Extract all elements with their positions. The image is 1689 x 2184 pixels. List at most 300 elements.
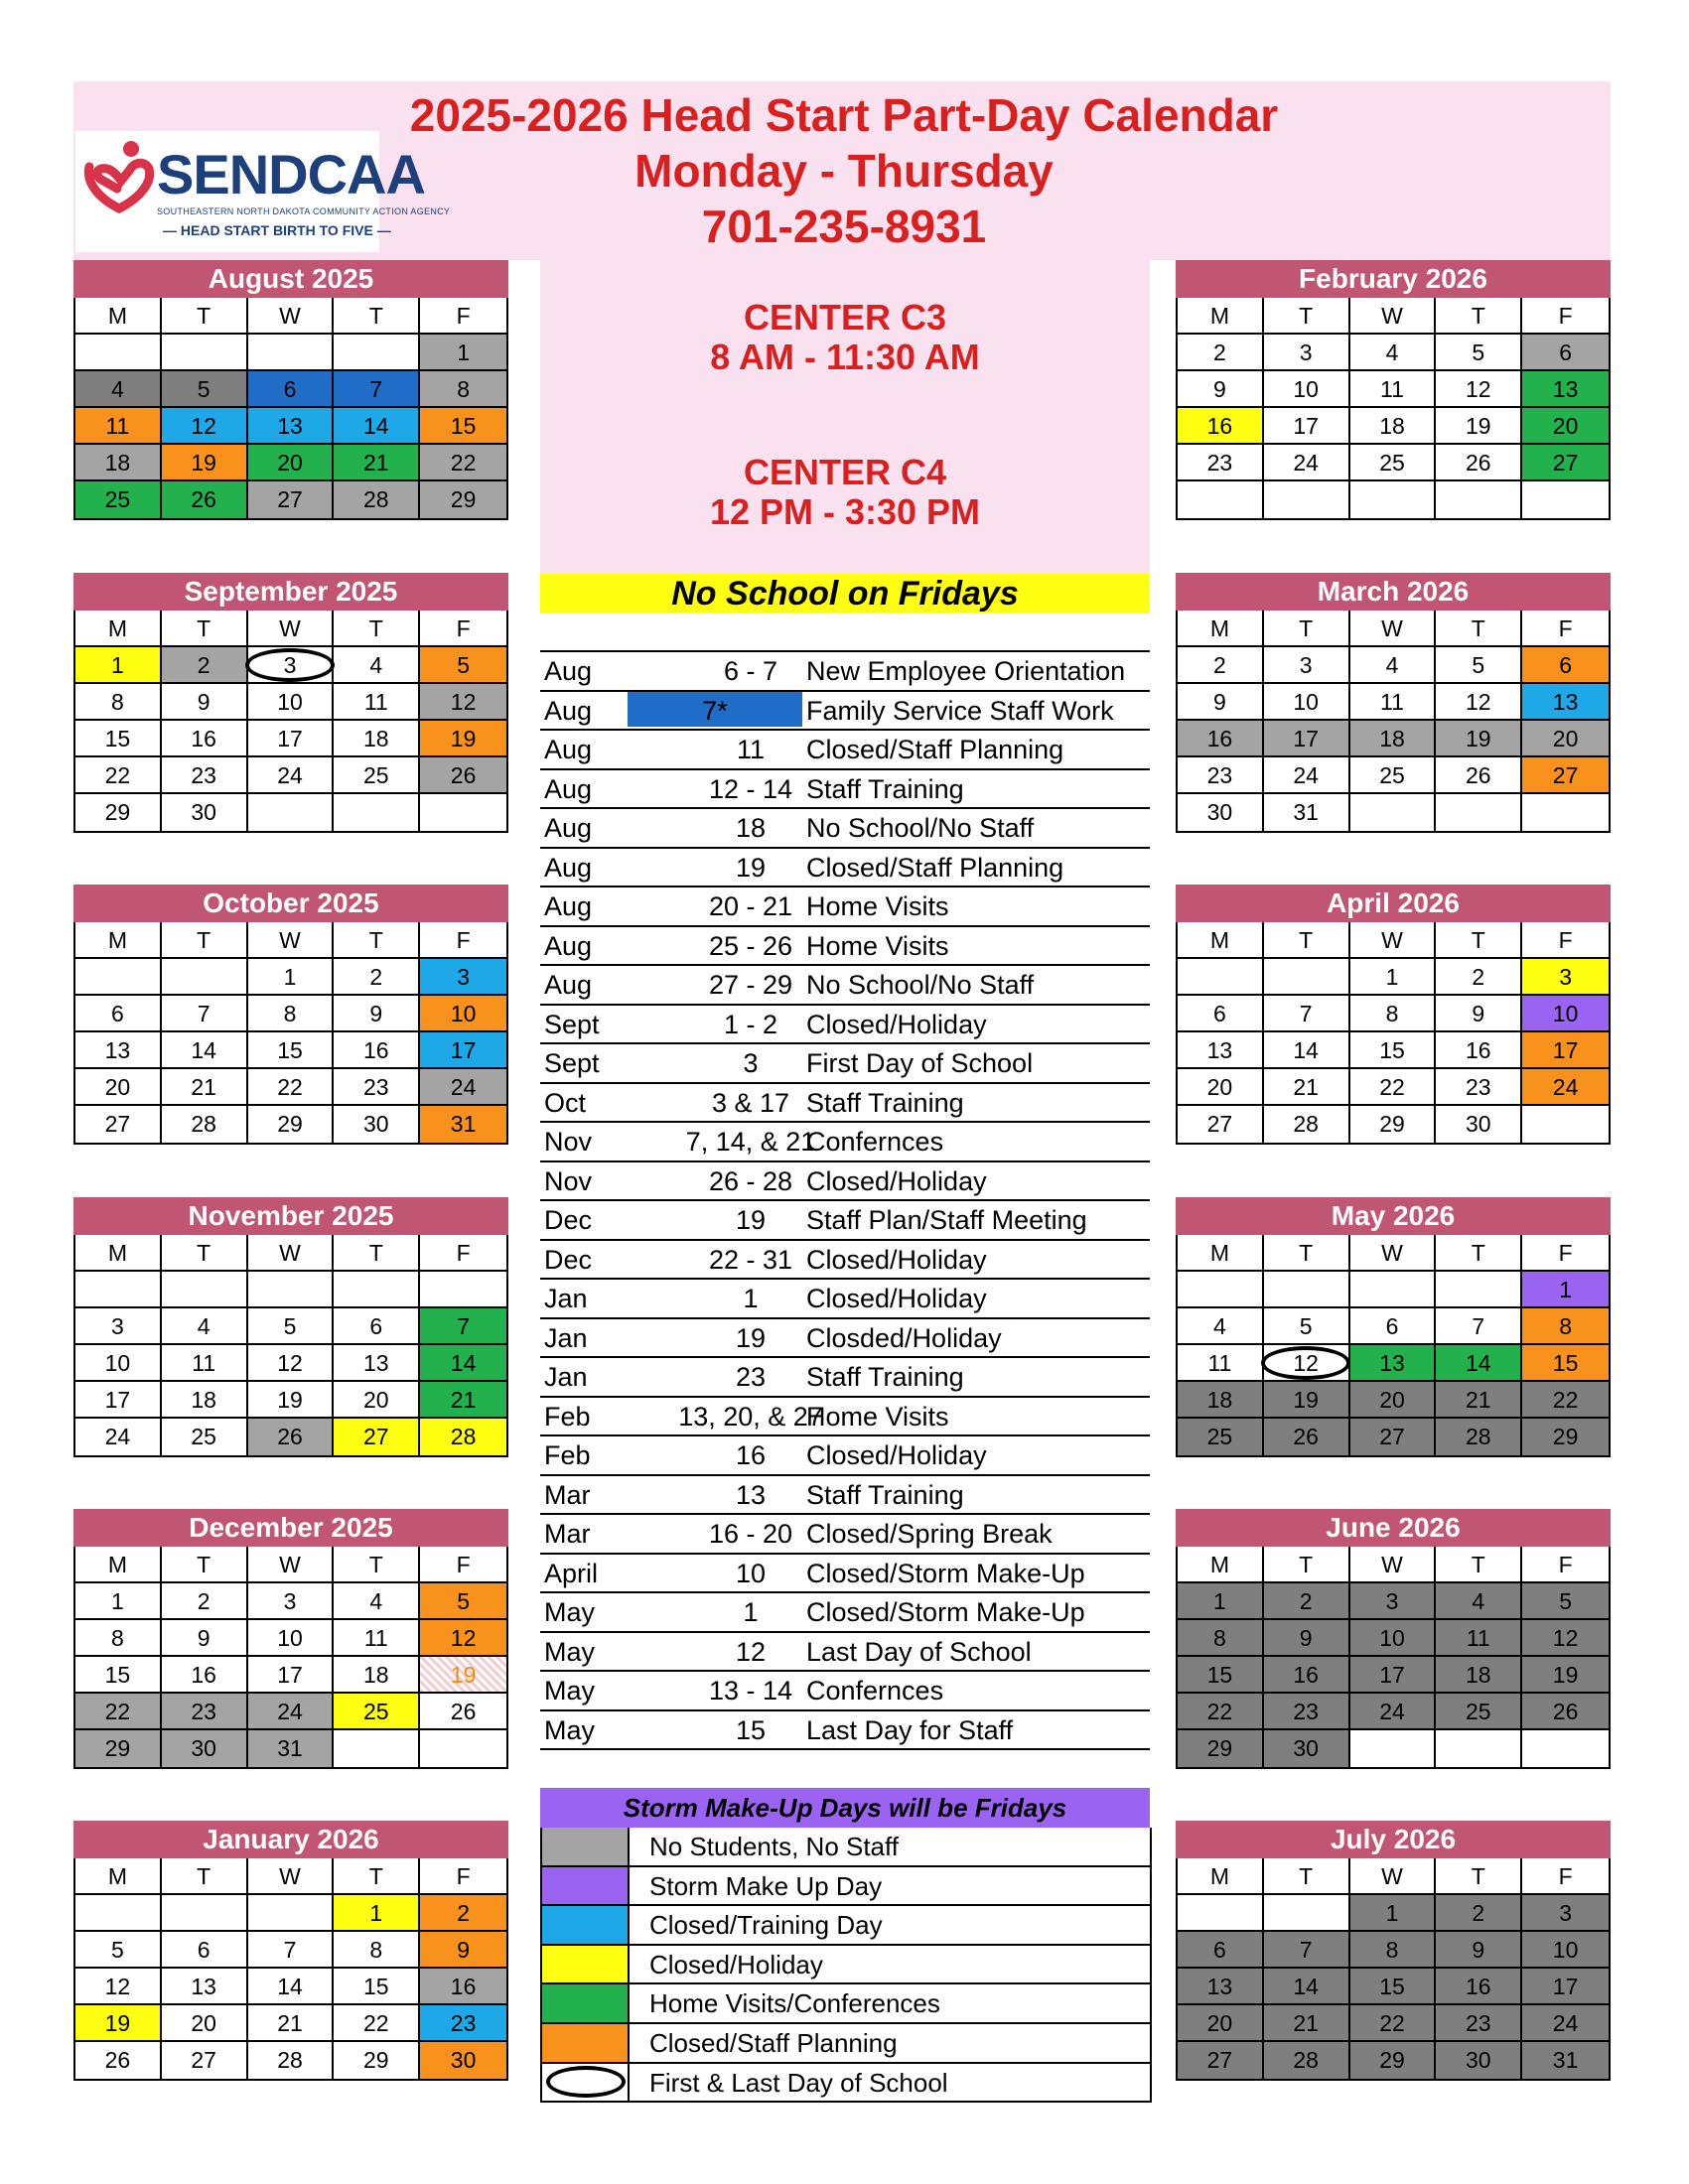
- day-number: 25: [362, 762, 389, 788]
- day-cell: [334, 2005, 420, 2042]
- weekday-header: F: [1522, 298, 1609, 335]
- empty-cell: [248, 1895, 335, 1932]
- day-number: 7: [457, 1313, 470, 1339]
- month-january-2026: [73, 1821, 508, 2081]
- day-number: 29: [277, 1111, 303, 1137]
- day-number: 12: [104, 1974, 131, 1999]
- day-cell: [420, 408, 506, 445]
- day-number: 26: [450, 1699, 477, 1724]
- day-cell: [248, 1583, 335, 1620]
- day-cell: [334, 1419, 420, 1455]
- day-cell: [162, 1032, 248, 1069]
- day-number: 29: [104, 799, 131, 825]
- month-september-2025: [73, 573, 508, 833]
- day-number: 6: [1559, 652, 1572, 678]
- event-description: Closed/Holiday: [806, 1440, 987, 1470]
- day-cell: [162, 1419, 248, 1455]
- day-number: 18: [1206, 1387, 1233, 1413]
- day-number: 29: [1379, 2047, 1405, 2073]
- event-month: Feb: [544, 1401, 591, 1432]
- day-number: 6: [283, 376, 297, 402]
- day-number: 16: [1465, 1037, 1491, 1063]
- event-month: Aug: [544, 891, 593, 921]
- day-cell: [1522, 1308, 1609, 1345]
- month-header: August 2025: [73, 260, 508, 298]
- day-number: 19: [191, 450, 216, 476]
- event-row: [540, 1398, 1150, 1437]
- day-number: 9: [1213, 376, 1226, 402]
- day-number: 4: [369, 652, 383, 678]
- day-cell: [1350, 1657, 1437, 1694]
- day-cell: [334, 647, 420, 684]
- weekday-header: M: [1178, 611, 1264, 647]
- day-number: 25: [1465, 1699, 1491, 1724]
- event-row: [540, 1123, 1150, 1162]
- day-cell: [1436, 996, 1522, 1032]
- month-march-2026: [1176, 573, 1611, 833]
- empty-cell: [420, 1730, 506, 1767]
- day-number: 16: [191, 726, 216, 751]
- day-cell: [1350, 2042, 1437, 2079]
- event-month: Aug: [544, 695, 593, 726]
- day-number: 26: [191, 486, 216, 512]
- day-cell: [1178, 1419, 1264, 1455]
- color-swatch: [542, 1828, 630, 1865]
- empty-cell: [75, 1895, 162, 1932]
- event-month: Aug: [544, 773, 593, 804]
- month-june-2026: [1176, 1509, 1611, 1769]
- event-days: 1: [743, 1597, 759, 1627]
- empty-cell: [1522, 481, 1609, 518]
- event-row: [540, 809, 1150, 849]
- weekday-header: F: [1522, 611, 1609, 647]
- day-number: 7: [369, 376, 383, 402]
- day-cell: [1350, 1345, 1437, 1382]
- day-number: 24: [1552, 1074, 1579, 1100]
- event-row: [540, 1241, 1150, 1281]
- day-number: 24: [277, 762, 303, 788]
- event-days: 3: [743, 1048, 759, 1078]
- month-grid: [73, 1235, 508, 1457]
- month-header: January 2026: [73, 1821, 508, 1858]
- day-number: 24: [1552, 2010, 1579, 2036]
- event-month: April: [544, 1558, 599, 1588]
- day-cell: [162, 721, 248, 757]
- day-number: 21: [1293, 2010, 1319, 2036]
- event-days: 6 - 7: [723, 656, 778, 686]
- legend-label: Closed/Holiday: [649, 1949, 823, 1979]
- event-days: 19: [735, 1205, 767, 1235]
- empty-cell: [75, 1272, 162, 1308]
- empty-cell: [75, 959, 162, 996]
- day-cell: [334, 1382, 420, 1419]
- day-number: 17: [1293, 413, 1319, 439]
- day-cell: [1522, 1382, 1609, 1419]
- sendcaa-logo: [75, 131, 451, 252]
- day-cell: [1178, 1694, 1264, 1730]
- day-number: 5: [1472, 652, 1485, 678]
- day-cell: [1522, 1969, 1609, 2005]
- logo-subline: SOUTHEASTERN NORTH DAKOTA COMMUNITY ACTION AGENCY: [157, 206, 451, 216]
- day-cell: [1178, 794, 1264, 831]
- day-cell: [75, 684, 162, 721]
- day-number: 2: [1472, 964, 1485, 990]
- day-number: 17: [104, 1387, 131, 1413]
- event-days: 16 - 20: [708, 1519, 793, 1549]
- event-days: 23: [735, 1362, 767, 1392]
- day-number: 27: [362, 1424, 389, 1449]
- day-cell: [1178, 1069, 1264, 1106]
- day-number: 18: [191, 1387, 216, 1413]
- day-cell: [1264, 721, 1350, 757]
- event-description: Home Visits: [806, 891, 949, 921]
- day-cell: [75, 2042, 162, 2079]
- day-cell: [420, 721, 506, 757]
- weekday-header: T: [162, 1858, 248, 1895]
- day-number: 9: [369, 1001, 383, 1026]
- event-row: [540, 849, 1150, 888]
- day-number: 4: [369, 1588, 383, 1614]
- day-cell: [248, 371, 335, 408]
- empty-cell: [1522, 1730, 1609, 1767]
- event-description: Staff Training: [806, 1362, 964, 1392]
- month-grid: [73, 1547, 508, 1769]
- day-number: 27: [277, 486, 303, 512]
- day-cell: [334, 1106, 420, 1143]
- heart-hands-icon: [81, 139, 157, 214]
- color-swatch: [542, 1946, 630, 1983]
- day-number: 20: [1206, 2010, 1233, 2036]
- day-number: 20: [1552, 726, 1579, 751]
- day-number: 9: [197, 689, 211, 715]
- day-number: 16: [1206, 413, 1233, 439]
- day-number: 18: [1379, 726, 1405, 751]
- day-cell: [162, 1308, 248, 1345]
- day-cell: [248, 757, 335, 794]
- day-cell: [162, 684, 248, 721]
- day-cell: [1522, 1345, 1609, 1382]
- event-days: 22 - 31: [708, 1244, 793, 1275]
- legend-row: [542, 1867, 1150, 1907]
- day-cell: [162, 2005, 248, 2042]
- day-cell: [334, 721, 420, 757]
- day-number: 15: [362, 1974, 389, 1999]
- day-cell: [248, 481, 335, 518]
- day-cell: [420, 1308, 506, 1345]
- day-number: 2: [1213, 340, 1226, 365]
- page-title: 2025-2026 Head Start Part-Day Calendar: [409, 89, 1279, 141]
- day-number: 18: [104, 450, 131, 476]
- day-cell: [75, 1032, 162, 1069]
- day-cell: [75, 1657, 162, 1694]
- weekday-header: T: [1264, 1858, 1350, 1895]
- weekday-header: M: [75, 1858, 162, 1895]
- day-number: 28: [1293, 1111, 1319, 1137]
- day-cell: [1264, 1730, 1350, 1767]
- day-number: 12: [277, 1350, 303, 1376]
- day-cell: [420, 1694, 506, 1730]
- day-number: 1: [111, 652, 124, 678]
- day-number: 22: [1206, 1699, 1233, 1724]
- empty-cell: [1522, 1106, 1609, 1143]
- day-cell: [420, 1657, 506, 1694]
- month-header: March 2026: [1176, 573, 1611, 611]
- weekday-header: F: [1522, 1547, 1609, 1583]
- day-number: 25: [362, 1699, 389, 1724]
- day-cell: [162, 647, 248, 684]
- day-cell: [1436, 1694, 1522, 1730]
- day-number: 12: [1465, 376, 1491, 402]
- day-cell: [1436, 1106, 1522, 1143]
- event-row: [540, 1593, 1150, 1633]
- day-cell: [1522, 1620, 1609, 1657]
- day-cell: [75, 1345, 162, 1382]
- day-cell: [1522, 1272, 1609, 1308]
- day-number: 24: [1293, 450, 1319, 476]
- day-cell: [420, 1106, 506, 1143]
- weekday-header: W: [1350, 298, 1437, 335]
- day-cell: [420, 1069, 506, 1106]
- day-cell: [1436, 445, 1522, 481]
- day-number: 11: [1380, 689, 1404, 715]
- day-cell: [1436, 371, 1522, 408]
- weekday-header: T: [334, 1858, 420, 1895]
- day-number: 9: [197, 1625, 211, 1651]
- day-cell: [1522, 1895, 1609, 1932]
- day-number: 23: [191, 1699, 216, 1724]
- weekday-header: W: [1350, 611, 1437, 647]
- event-row: [540, 1044, 1150, 1084]
- event-description: Closed/Staff Planning: [806, 852, 1064, 883]
- day-cell: [1522, 684, 1609, 721]
- event-month: Nov: [544, 1165, 593, 1196]
- day-cell: [420, 371, 506, 408]
- day-number: 11: [192, 1350, 216, 1376]
- day-cell: [1350, 684, 1437, 721]
- event-month: Mar: [544, 1479, 591, 1510]
- day-number: 19: [1465, 726, 1491, 751]
- event-description: Staff Training: [806, 1479, 964, 1510]
- day-cell: [420, 1382, 506, 1419]
- day-cell: [1178, 1730, 1264, 1767]
- day-cell: [1264, 1032, 1350, 1069]
- weekday-header: W: [248, 1547, 335, 1583]
- legend-row: [542, 1828, 1150, 1867]
- day-number: 5: [457, 1588, 470, 1614]
- day-cell: [1264, 1106, 1350, 1143]
- day-cell: [420, 445, 506, 481]
- day-cell: [75, 371, 162, 408]
- month-grid: [1176, 1547, 1611, 1769]
- month-grid: [1176, 922, 1611, 1145]
- day-cell: [420, 1032, 506, 1069]
- day-number: 14: [277, 1974, 303, 1999]
- day-cell: [334, 996, 420, 1032]
- day-number: 28: [1465, 1424, 1491, 1449]
- day-number: 20: [277, 450, 303, 476]
- day-cell: [1178, 1657, 1264, 1694]
- day-number: 29: [1379, 1111, 1405, 1137]
- day-cell: [248, 996, 335, 1032]
- day-number: 26: [1552, 1699, 1579, 1724]
- empty-cell: [1264, 959, 1350, 996]
- day-cell: [162, 1382, 248, 1419]
- event-month: Oct: [544, 1087, 587, 1118]
- day-number: 1: [283, 964, 297, 990]
- event-description: Family Service Staff Work: [806, 695, 1114, 726]
- day-number: 22: [1379, 1074, 1405, 1100]
- event-month: Aug: [544, 735, 593, 764]
- day-cell: [1178, 757, 1264, 794]
- day-number: 4: [1385, 340, 1399, 365]
- day-cell: [162, 996, 248, 1032]
- day-cell: [1264, 794, 1350, 831]
- day-number: 1: [1213, 1588, 1226, 1614]
- day-cell: [1264, 647, 1350, 684]
- day-cell: [1522, 1694, 1609, 1730]
- month-april-2026: [1176, 885, 1611, 1145]
- day-cell: [1178, 445, 1264, 481]
- day-cell: [1264, 2042, 1350, 2079]
- day-cell: [1436, 1419, 1522, 1455]
- day-number: 29: [1552, 1424, 1579, 1449]
- day-cell: [334, 1583, 420, 1620]
- event-row: [540, 966, 1150, 1006]
- day-number: 14: [362, 413, 389, 439]
- weekday-header: T: [162, 922, 248, 959]
- day-cell: [248, 1345, 335, 1382]
- weekday-header: M: [1178, 1858, 1264, 1895]
- day-cell: [75, 996, 162, 1032]
- day-number: 10: [104, 1350, 131, 1376]
- event-month: Sept: [544, 1009, 600, 1039]
- legend-row: [542, 2024, 1150, 2064]
- day-cell: [1436, 757, 1522, 794]
- day-cell: [1436, 335, 1522, 371]
- day-cell: [75, 647, 162, 684]
- empty-cell: [1522, 794, 1609, 831]
- weekday-header: T: [1436, 298, 1522, 335]
- empty-cell: [1436, 1272, 1522, 1308]
- day-cell: [1264, 996, 1350, 1032]
- day-cell: [1350, 2005, 1437, 2042]
- day-cell: [248, 1620, 335, 1657]
- event-month: Nov: [544, 1127, 593, 1157]
- day-number: 23: [1293, 1699, 1319, 1724]
- day-cell: [1522, 335, 1609, 371]
- day-cell: [334, 371, 420, 408]
- day-cell: [162, 445, 248, 481]
- day-cell: [1522, 647, 1609, 684]
- day-cell: [162, 481, 248, 518]
- event-month: Sept: [544, 1048, 600, 1078]
- event-description: Confernces: [806, 1676, 944, 1706]
- day-number: 30: [191, 799, 216, 825]
- legend-label: First & Last Day of School: [649, 2067, 948, 2098]
- empty-cell: [334, 1730, 420, 1767]
- day-cell: [1522, 1069, 1609, 1106]
- day-number: 30: [1465, 2047, 1491, 2073]
- weekday-header: M: [1178, 298, 1264, 335]
- day-number: 14: [1293, 1037, 1319, 1063]
- day-number: 12: [1293, 1350, 1319, 1376]
- event-description: Home Visits: [806, 930, 949, 961]
- day-cell: [248, 1932, 335, 1969]
- empty-cell: [1436, 794, 1522, 831]
- event-days: 7*: [628, 692, 802, 727]
- day-cell: [1522, 2042, 1609, 2079]
- day-cell: [334, 1969, 420, 2005]
- day-number: 7: [1472, 1313, 1485, 1339]
- day-number: 13: [191, 1974, 216, 1999]
- day-number: 9: [457, 1937, 470, 1963]
- month-header: November 2025: [73, 1197, 508, 1235]
- day-number: 5: [1559, 1588, 1572, 1614]
- day-number: 16: [1465, 1974, 1491, 1999]
- day-cell: [162, 1694, 248, 1730]
- empty-cell: [162, 959, 248, 996]
- day-number: 3: [1559, 1900, 1572, 1926]
- day-number: 5: [283, 1313, 297, 1339]
- legend-label: Storm Make Up Day: [649, 1870, 883, 1901]
- logo-tagline: — HEAD START BIRTH TO FIVE —: [163, 222, 391, 238]
- day-number: 23: [450, 2010, 477, 2036]
- day-number: 26: [1465, 450, 1491, 476]
- day-cell: [1264, 1382, 1350, 1419]
- day-cell: [1178, 371, 1264, 408]
- logo-wordmark: SENDCAA: [157, 143, 425, 205]
- day-number: 29: [104, 1735, 131, 1761]
- day-number: 14: [1293, 1974, 1319, 1999]
- weekday-header: T: [1436, 1235, 1522, 1272]
- day-number: 20: [104, 1074, 131, 1100]
- day-cell: [1350, 1069, 1437, 1106]
- day-number: 4: [111, 376, 124, 402]
- center-c4-name: CENTER C4: [743, 452, 947, 492]
- month-grid: [73, 611, 508, 833]
- page-subtitle: Monday - Thursday: [634, 145, 1054, 197]
- day-cell: [334, 959, 420, 996]
- day-cell: [1350, 371, 1437, 408]
- event-description: Closed/Storm Make-Up: [806, 1558, 1085, 1588]
- day-cell: [1436, 1969, 1522, 2005]
- day-cell: [162, 1932, 248, 1969]
- day-cell: [75, 794, 162, 831]
- empty-cell: [162, 335, 248, 371]
- day-number: 4: [1472, 1588, 1485, 1614]
- day-number: 22: [362, 2010, 389, 2036]
- weekday-header: T: [1264, 298, 1350, 335]
- event-row: [540, 887, 1150, 927]
- day-cell: [75, 2005, 162, 2042]
- event-days: 12: [735, 1636, 767, 1667]
- empty-cell: [334, 335, 420, 371]
- day-number: 17: [277, 726, 303, 751]
- event-row: [540, 692, 1150, 732]
- day-cell: [334, 1932, 420, 1969]
- day-cell: [1178, 684, 1264, 721]
- day-cell: [248, 1069, 335, 1106]
- day-cell: [1350, 408, 1437, 445]
- day-number: 14: [450, 1350, 477, 1376]
- day-number: 15: [104, 1662, 131, 1688]
- day-number: 6: [197, 1937, 211, 1963]
- month-header: May 2026: [1176, 1197, 1611, 1235]
- day-cell: [1178, 408, 1264, 445]
- color-swatch: [542, 1867, 630, 1905]
- weekday-header: T: [1436, 1547, 1522, 1583]
- event-description: Staff Training: [806, 773, 964, 804]
